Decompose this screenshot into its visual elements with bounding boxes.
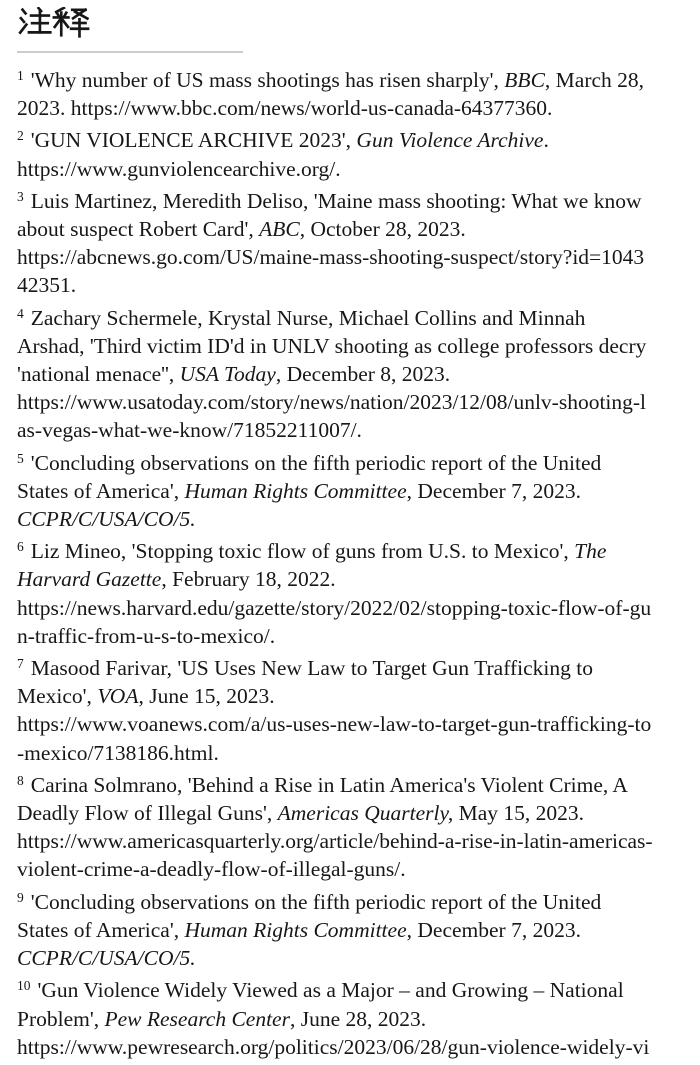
footnote-text: 'Why number of US mass shootings has risen sharply', xyxy=(30,68,505,92)
footnote-line xyxy=(17,1033,683,1061)
footnote-item-3 xyxy=(17,183,683,300)
footnote-text: https://news.harvard.edu/gazette/story/2022/02/stopping-toxic-flow-of-gu xyxy=(17,595,652,620)
footnote-text: 'national menace'', xyxy=(17,362,180,387)
citation-source-name: ABC xyxy=(259,217,300,242)
footnote-text: States of America', xyxy=(17,917,185,942)
footnote-line xyxy=(17,565,683,593)
footnote-line xyxy=(17,477,683,505)
footnote-text: , December 8, 2023. xyxy=(275,362,451,387)
footnote-text: , December 7, 2023. xyxy=(406,917,581,942)
footnote-text: https://www.voanews.com/a/us-uses-new-law-to-target-gun-trafficking-to xyxy=(17,712,652,737)
footnote-line xyxy=(17,622,683,650)
footnote-line xyxy=(17,650,683,682)
citation-source-name: Human Rights Committee xyxy=(184,917,407,942)
footnote-text: Arshad, 'Third victim ID'd in UNLV shooting as college professors decry xyxy=(17,333,647,358)
footnote-number: 3 xyxy=(17,188,24,204)
heading-divider xyxy=(17,51,243,53)
page-header xyxy=(17,7,683,53)
footnote-text: States of America', xyxy=(17,478,185,503)
footnote-item-9 xyxy=(17,884,683,973)
footnote-line xyxy=(17,122,683,154)
footnote-line xyxy=(17,739,683,767)
footnote-line xyxy=(17,388,683,416)
footnote-line xyxy=(17,505,683,533)
footnote-item-5 xyxy=(17,445,683,534)
footnote-line xyxy=(17,533,683,565)
footnote-line xyxy=(17,332,683,360)
footnote-number: 1 xyxy=(17,68,24,83)
citation-source-name: Gun Violence Archive xyxy=(356,128,544,153)
footnote-line xyxy=(17,360,683,388)
footnote-line xyxy=(17,972,683,1004)
footnote-number: 6 xyxy=(17,539,24,555)
footnote-item-7 xyxy=(17,650,683,767)
footnote-text: Luis Martinez, Meredith Deliso, 'Maine mass shooting: What we know xyxy=(30,188,642,213)
footnote-text: 42351. xyxy=(17,273,77,298)
footnote-text: violent-crime-a-deadly-flow-of-illegal-guns/. xyxy=(17,857,406,882)
footnote-text: . xyxy=(543,128,549,153)
citation-source-name: Pew Research Center xyxy=(104,1006,290,1031)
footnote-line xyxy=(17,944,683,972)
footnote-item-8 xyxy=(17,767,683,884)
citation-source-name: CCPR/C/USA/CO/5. xyxy=(17,507,196,532)
footnote-number: 10 xyxy=(17,978,31,994)
footnote-text: 2023. https://www.bbc.com/news/world-us-canada-64377360. xyxy=(17,96,553,121)
footnote-text: about suspect Robert Card', xyxy=(17,217,260,242)
footnote-text: https://www.americasquarterly.org/article/behind-a-rise-in-latin-americas- xyxy=(17,829,653,854)
citation-source-name: BBC xyxy=(504,68,545,92)
footnote-line xyxy=(17,916,683,944)
footnote-number: 7 xyxy=(17,656,24,672)
footnote-line xyxy=(17,884,683,916)
footnote-line xyxy=(17,594,683,622)
footnote-line xyxy=(17,682,683,710)
footnote-number: 4 xyxy=(17,305,24,321)
footnote-text: Masood Farivar, 'US Uses New Law to Target Gun Trafficking to xyxy=(30,656,593,681)
footnote-text: May 15, 2023. xyxy=(453,801,584,826)
footnote-item-2 xyxy=(17,122,683,182)
footnote-text: , December 7, 2023. xyxy=(406,478,581,503)
footnote-line xyxy=(17,767,683,799)
footnote-text: 'Concluding observations on the fifth periodic report of the United xyxy=(30,889,602,914)
footnote-text: Deadly Flow of Illegal Guns', xyxy=(17,801,278,826)
citation-source-name: VOA xyxy=(97,684,139,709)
footnote-number: 8 xyxy=(17,772,24,788)
footnote-line xyxy=(17,62,683,94)
footnote-number: 9 xyxy=(17,889,24,905)
footnote-line xyxy=(17,710,683,738)
footnote-text: , June 15, 2023. xyxy=(138,684,275,709)
citation-source-name: Harvard Gazette xyxy=(17,567,162,592)
footnote-text: , February 18, 2022. xyxy=(161,567,336,592)
footnote-text: https://www.pewresearch.org/politics/2023/06/28/gun-violence-widely-vi xyxy=(17,1034,650,1059)
footnote-text: , October 28, 2023. xyxy=(299,217,466,242)
footnote-text: Zachary Schermele, Krystal Nurse, Michael Collins and Minnah xyxy=(30,305,586,330)
footnote-line xyxy=(17,416,683,444)
footnote-text: Liz Mineo, 'Stopping toxic flow of guns from U.S. to Mexico', xyxy=(30,539,575,564)
page-title xyxy=(18,7,90,39)
citation-source-name: CCPR/C/USA/CO/5. xyxy=(17,946,196,971)
footnote-text: -mexico/7138186.html. xyxy=(17,740,219,765)
footnote-text: Mexico', xyxy=(17,684,98,709)
footnote-line xyxy=(17,799,683,827)
footnote-text: https://www.usatoday.com/story/news/nation/2023/12/08/unlv-shooting-l xyxy=(17,390,647,415)
footnote-line xyxy=(17,94,683,122)
footnote-item-4 xyxy=(17,300,683,445)
footnote-line xyxy=(17,155,683,183)
citation-source-name: The xyxy=(574,539,607,564)
citation-source-name: Human Rights Committee xyxy=(184,478,407,503)
footnote-line xyxy=(17,827,683,855)
citation-source-name: USA Today xyxy=(179,362,276,387)
footnote-line xyxy=(17,445,683,477)
footnote-line xyxy=(17,300,683,332)
footnote-number: 5 xyxy=(17,450,24,466)
footnote-text: https://www.gunviolencearchive.org/. xyxy=(17,156,341,181)
footnote-list xyxy=(17,62,683,1061)
footnote-text: n-traffic-from-u-s-to-mexico/. xyxy=(17,623,276,648)
footnote-item-6 xyxy=(17,533,683,650)
footnote-line xyxy=(17,271,683,299)
footnote-line xyxy=(17,855,683,883)
footnote-text: Carina Solmrano, 'Behind a Rise in Latin America's Violent Crime, A xyxy=(30,772,628,797)
footnote-text: 'Gun Violence Widely Viewed as a Major – and Growing – National xyxy=(37,978,624,1003)
footnote-item-10 xyxy=(17,972,683,1061)
footnote-item-1 xyxy=(17,62,683,122)
footnote-text: 'GUN VIOLENCE ARCHIVE 2023', xyxy=(30,128,357,153)
footnote-line xyxy=(17,243,683,271)
footnote-text: 'Concluding observations on the fifth periodic report of the United xyxy=(30,450,602,475)
footnote-text: Problem', xyxy=(17,1006,105,1031)
footnote-text: , June 28, 2023. xyxy=(289,1006,427,1031)
footnote-number: 2 xyxy=(17,128,24,144)
footnote-text: , March 28, xyxy=(544,68,645,92)
footnote-line xyxy=(17,215,683,243)
footnote-line xyxy=(17,1005,683,1033)
footnote-text: as-vegas-what-we-know/71852211007/. xyxy=(17,418,362,443)
footnote-line xyxy=(17,183,683,215)
citation-source-name: Americas Quarterly, xyxy=(277,801,454,826)
footnote-text: https://abcnews.go.com/US/maine-mass-shooting-suspect/story?id=1043 xyxy=(17,245,645,270)
